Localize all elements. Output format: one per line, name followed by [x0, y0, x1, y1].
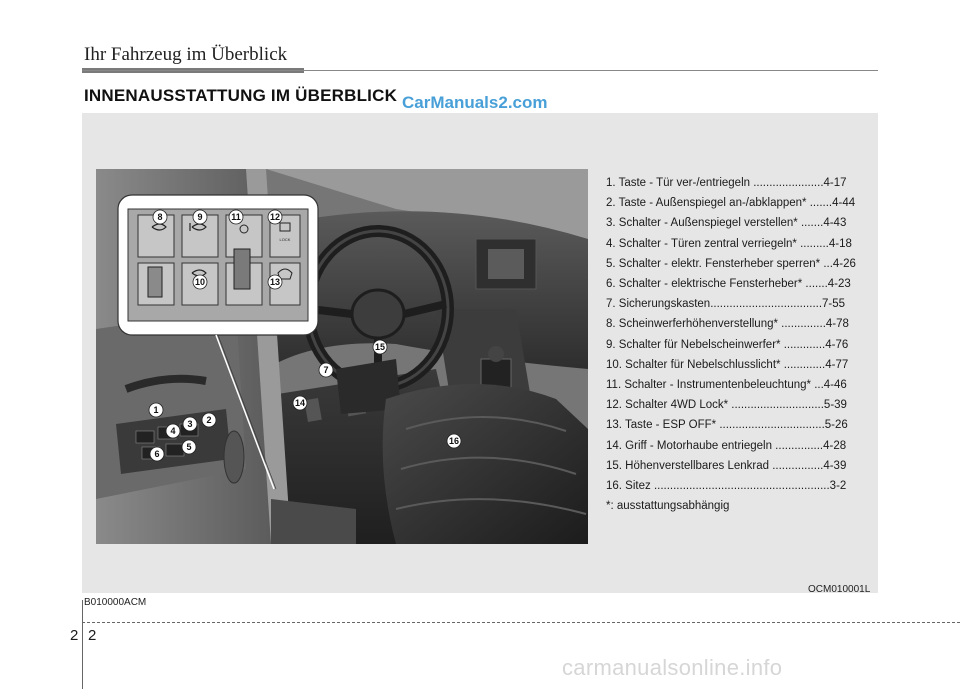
callout-badge-1 [149, 403, 163, 417]
legend-item-1: 1. Taste - Tür ver-/entriegeln ......................4-17 [606, 177, 847, 189]
footer-vertical-rule [82, 600, 83, 689]
callout-badge-7 [319, 363, 333, 377]
callout-number: 14 [294, 398, 306, 409]
legend-item-4: 4. Schalter - Türen zentral verriegeln* .........4-18 [606, 237, 852, 250]
callout-number: 7 [323, 365, 329, 376]
header-rule [82, 70, 878, 71]
callout-number: 2 [206, 415, 212, 426]
figure-image-id: OCM010001L [808, 584, 871, 595]
callout-number: 12 [269, 212, 281, 223]
callout-badge-14 [293, 396, 307, 410]
callout-number: 5 [186, 442, 192, 453]
legend-item-8: 8. Scheinwerferhöhenverstellung* ..............4-78 [606, 318, 849, 331]
chapter-number: 2 [70, 627, 79, 644]
callout-badge-5 [182, 440, 196, 454]
callout-number: 6 [154, 449, 160, 460]
callout-number: 13 [269, 277, 281, 288]
callout-badge-8 [153, 210, 167, 224]
callout-number: 10 [194, 277, 206, 288]
legend-item-5: 5. Schalter - elektr. Fensterheber sperren* ...4-26 [606, 257, 856, 270]
document-code: B010000ACM [84, 597, 147, 608]
callout-number: 3 [187, 419, 193, 430]
callout-number: 1 [153, 405, 159, 416]
legend-item-15: 15. Höhenverstellbares Lenkrad ................4-39 [606, 459, 847, 472]
legend-item-9: 9. Schalter für Nebelscheinwerfer* .............4-76 [606, 338, 849, 351]
legend-item-10: 10. Schalter für Nebelschlusslicht* .............4-77 [606, 358, 849, 371]
legend-item-11: 11. Schalter - Instrumentenbeleuchtung* ...4-46 [606, 379, 847, 392]
callout-badge-4 [166, 424, 180, 438]
callout-number: 9 [197, 212, 203, 223]
page-header-title: Ihr Fahrzeug im Überblick [84, 44, 288, 65]
callout-badge-16 [447, 434, 461, 448]
watermark-bottom: carmanualsonline.info [562, 655, 783, 680]
callout-number: 11 [231, 212, 241, 223]
legend-item-12: 12. Schalter 4WD Lock* .............................5-39 [606, 399, 847, 412]
legend-item-14: 14. Griff - Motorhaube entriegeln ...............4-28 [606, 439, 847, 452]
callout-badge-15 [373, 340, 387, 354]
watermark-top: CarManuals2.com [402, 93, 548, 112]
page-number: 2 [88, 627, 97, 644]
callout-badge-9 [193, 210, 207, 224]
callout-badge-10 [193, 275, 207, 289]
callout-badge-2 [202, 413, 216, 427]
legend-item-3: 3. Schalter - Außenspiegel verstellen* .......4-43 [606, 217, 847, 230]
callout-number: 16 [448, 436, 460, 447]
callout-number: 8 [157, 212, 163, 223]
legend-item-6: 6. Schalter - elektrische Fensterheber* .......4-23 [606, 278, 851, 291]
interior-illustration [96, 169, 588, 544]
legend-item-2: 2. Taste - Außenspiegel an-/abklappen* .......4-44 [606, 197, 856, 210]
callout-number: 15 [374, 342, 386, 353]
callout-badge-13 [268, 275, 282, 289]
callout-badge-6 [150, 447, 164, 461]
legend-list [606, 173, 868, 516]
section-title: INNENAUSSTATTUNG IM ÜBERBLICK [84, 86, 398, 105]
callout-badge-11 [229, 210, 243, 224]
legend-item-13: 13. Taste - ESP OFF* .................................5-26 [606, 419, 848, 432]
interior-photo [96, 169, 588, 544]
footer-divider [82, 622, 960, 623]
callout-badge-12 [268, 210, 282, 224]
legend-item-7: 7. Sicherungskasten...................................7-55 [606, 298, 846, 311]
legend-footnote: *: ausstattungsabhängig [606, 500, 730, 513]
callout-badge-3 [183, 417, 197, 431]
legend-item-16: 16. Sitez .......................................................3-2 [606, 480, 847, 493]
lock-label: LOCK [279, 237, 291, 242]
callout-number: 4 [170, 426, 176, 437]
